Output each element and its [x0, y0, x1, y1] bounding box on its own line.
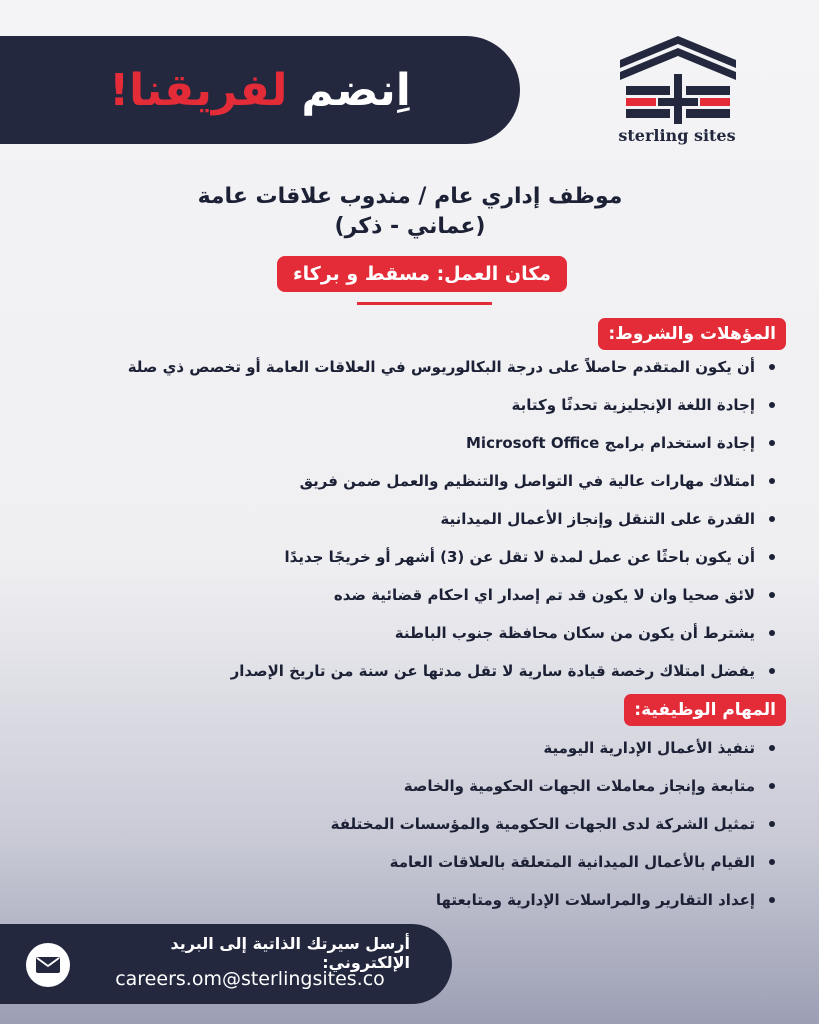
list-item	[85, 805, 775, 843]
list-item-text: إجادة اللغة الإنجليزية تحدثًا وكتابة	[511, 396, 755, 414]
location-underline	[357, 302, 492, 305]
list-item	[85, 652, 775, 690]
bullet	[769, 745, 775, 751]
list-item-text: أن يكون المتقدم حاصلاً على درجة البكالوريوس في العلاقات العامة أو تخصص ذي صلة	[127, 358, 755, 376]
list-item	[85, 386, 775, 424]
qualifications-heading: المؤهلات والشروط:	[598, 318, 786, 350]
list-item	[85, 576, 775, 614]
join-banner	[0, 36, 520, 144]
list-item-text: امتلاك مهارات عالية في التواصل والتنظيم والعمل ضمن فريق	[299, 472, 755, 490]
list-item-text: تنفيذ الأعمال الإدارية اليومية	[543, 739, 755, 757]
list-item-text: القدرة على التنقل وإنجاز الأعمال الميدانية	[440, 510, 755, 528]
duties-heading: المهام الوظيفية:	[624, 694, 786, 726]
list-item	[85, 462, 775, 500]
bullet	[769, 516, 775, 522]
list-item	[85, 424, 775, 462]
list-item-text: القيام بالأعمال الميدانية المتعلقة بالعلاقات العامة	[389, 853, 755, 871]
list-item	[85, 881, 775, 919]
contact-banner	[0, 924, 452, 1004]
list-item-text: يشترط أن يكون من سكان محافظة جنوب الباطنة	[394, 624, 755, 642]
list-item	[85, 767, 775, 805]
duties-list	[85, 729, 775, 919]
bullet	[769, 592, 775, 598]
envelope-icon	[26, 943, 70, 987]
job-title-block	[150, 182, 670, 242]
contact-email-link[interactable]: careers.om@sterlingsites.co	[115, 968, 385, 990]
list-item-text: تمثيل الشركة لدى الجهات الحكومية والمؤسسات المختلفة	[330, 815, 755, 833]
bullet	[769, 859, 775, 865]
bullet	[769, 440, 775, 446]
list-item	[85, 729, 775, 767]
job-title: موظف إداري عام / مندوب علاقات عامة	[197, 184, 623, 209]
banner-team-word: لفريقنا!	[109, 64, 288, 116]
bullet	[769, 364, 775, 370]
list-item-text: لائق صحيا وان لا يكون قد تم إصدار اي احكام قضائية ضده	[333, 586, 755, 604]
bullet	[769, 821, 775, 827]
list-item-text: أن يكون باحثًا عن عمل لمدة لا تقل عن (3) أشهر أو خريجًا جديدًا	[284, 548, 755, 566]
list-item	[85, 500, 775, 538]
list-item	[85, 348, 775, 386]
contact-label: أرسل سيرتك الذاتية إلى البريد الإلكتروني:	[170, 934, 410, 972]
job-subtitle: (عماني - ذكر)	[334, 214, 486, 239]
bullet	[769, 554, 775, 560]
bullet	[769, 897, 775, 903]
work-location-badge: مكان العمل: مسقط و بركاء	[277, 256, 567, 292]
list-item	[85, 843, 775, 881]
list-item-text: إجادة استخدام برامج Microsoft Office	[466, 434, 755, 452]
logo-wordmark: sterling sites	[618, 126, 736, 145]
bullet	[769, 478, 775, 484]
bullet	[769, 783, 775, 789]
bullet	[769, 630, 775, 636]
list-item	[85, 538, 775, 576]
bullet	[769, 668, 775, 674]
bullet	[769, 402, 775, 408]
qualifications-list	[85, 348, 775, 690]
list-item	[85, 614, 775, 652]
list-item-text: يفضل امتلاك رخصة قيادة سارية لا تقل مدتها عن سنة من تاريخ الإصدار	[230, 662, 755, 680]
banner-join-word: اِنضم	[301, 64, 411, 116]
list-item-text: متابعة وإنجاز معاملات الجهات الحكومية والخاصة	[403, 777, 755, 795]
list-item-text: إعداد التقارير والمراسلات الإدارية ومتابعتها	[435, 891, 755, 909]
